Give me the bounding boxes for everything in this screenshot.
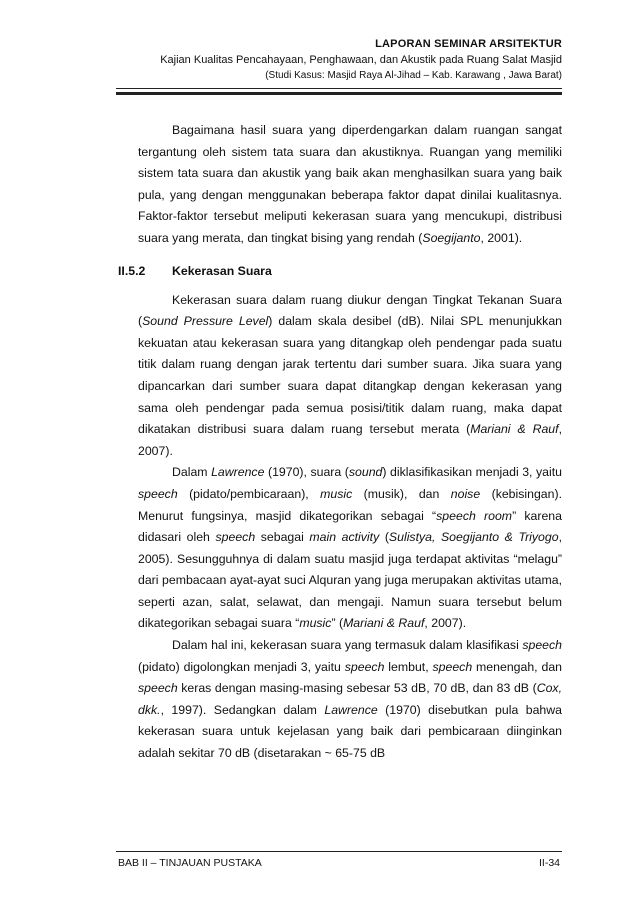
text-run: , 1997). Sedangkan dalam	[160, 702, 325, 717]
citation-author: Sulistya, Soegijanto & Triyogo	[388, 530, 559, 545]
text-run: menengah, dan	[472, 659, 562, 674]
text-run: lembut,	[384, 659, 433, 674]
citation-author: Lawrence	[324, 702, 378, 717]
text-run: Kekerasan suara dalam ruang diukur dengan Tingkat Tekanan Suara (	[138, 292, 562, 329]
citation-author: Lawrence	[211, 465, 265, 480]
text-run: (	[379, 530, 389, 545]
header-rule-thin	[116, 88, 562, 89]
italic-term: music	[320, 486, 353, 501]
text-run: , 2007).	[138, 422, 562, 458]
text-run: (kebisingan). Menurut fungsinya, masjid dikategorikan sebagai “	[138, 486, 562, 523]
text-run: (1970) disebutkan pula bahwa kekerasan suara untuk kejelasan yang baik dari pembicaraan diinginkan adalah sekitar 70 dB (disetarakan ~ 65-75 dB	[138, 702, 562, 761]
paragraph-3	[138, 462, 562, 635]
citation-author: Mariani & Rauf	[470, 422, 559, 437]
text-run: Dalam	[172, 465, 212, 480]
italic-term: speech	[138, 486, 178, 501]
page-header	[110, 36, 562, 83]
page-number: II-34	[538, 857, 560, 869]
italic-term: speech	[432, 659, 473, 674]
paragraph-2	[138, 290, 562, 463]
citation-author: Cox, dkk.	[138, 681, 562, 717]
italic-term: music	[299, 616, 332, 631]
italic-term: speech	[522, 638, 562, 653]
footer-rule	[116, 851, 562, 852]
text-run: Dalam hal ini, kekerasan suara yang termasuk dalam klasifikasi	[172, 638, 523, 653]
footer-chapter: BAB II – TINJAUAN PUSTAKA	[118, 857, 262, 869]
text-run: Bagaimana hasil suara yang diperdengarkan dalam ruangan sangat tergantung oleh sistem tata suara dan akustiknya. Ruangan yang memiliki sistem tata suara dan akustik yang baik akan menghasilkan suara yang baik pula, yang dengan menggunakan beberapa faktor dapat dinilai kualitasnya. Faktor-faktor tersebut meliputi kekerasan suara yang mencukupi, distribusi suara yang merata, dan tingkat bising yang rendah (	[138, 123, 562, 245]
text-run: keras dengan masing-masing sebesar 53 dB, 70 dB, dan 83 dB (	[177, 681, 537, 696]
italic-term: sound	[348, 465, 383, 480]
text-run: ) diklasifikasikan menjadi 3, yaitu	[382, 465, 562, 480]
italic-term: noise	[450, 486, 481, 501]
italic-term: speech	[344, 659, 385, 674]
page-body	[118, 120, 562, 765]
text-run: (musik), dan	[352, 486, 451, 501]
text-run: , 2007).	[424, 616, 467, 631]
header-title: LAPORAN SEMINAR ARSITEKTUR	[375, 38, 562, 50]
paragraph-4	[138, 635, 562, 765]
text-run: ” (	[331, 616, 344, 631]
text-run: (pidato) digolongkan menjadi 3, yaitu	[138, 659, 345, 674]
text-run: (pidato/pembicaraan),	[177, 486, 321, 501]
section-number: II.5.2	[118, 263, 146, 278]
text-run: sebagai	[255, 530, 310, 545]
header-rule-thick	[116, 92, 562, 95]
citation-author: Soegijanto	[422, 230, 481, 245]
italic-term: main activity	[309, 530, 380, 545]
paragraph-1	[138, 120, 562, 250]
text-run: ) dalam skala desibel (dB). Nilai SPL menunjukkan kekuatan atau kekerasan suara yang ditangkap oleh pendengar pada suatu titik dalam ruang dengan jarak tertentu dari sumber suara. Jika suara yang dipancarkan dari sumber suara dapat ditangkap dengan kekerasan yang sama oleh pendengar pada semua posisi/titik dalam ruang, maka dapat dikatakan distribusi suara dalam ruang tersebut merata (	[138, 314, 562, 437]
text-run: , 2001).	[480, 230, 523, 245]
section-title: Kekerasan Suara	[172, 263, 272, 278]
italic-term: Sound Pressure Level	[142, 314, 269, 329]
text-run: , 2005). Sesungguhnya di dalam suatu masjid juga terdapat aktivitas “melagu” dari pembacaan ayat-ayat suci Alquran yang juga merupakan aktivitas utama, seperti azan, salat, selawat, dan mengaji. Namun suara tersebut belum dikategorikan sebagai suara “	[138, 530, 562, 631]
citation-author: Mariani & Rauf	[343, 616, 425, 631]
italic-term: speech room	[436, 508, 513, 523]
header-study-case: (Studi Kasus: Masjid Raya Al-Jihad – Kab. Karawang , Jawa Barat)	[265, 70, 562, 81]
page-footer	[118, 856, 560, 870]
section-heading	[118, 261, 562, 281]
text-run: (1970), suara (	[264, 465, 349, 480]
italic-term: speech	[215, 530, 256, 545]
header-subtitle: Kajian Kualitas Pencahayaan, Penghawaan, dan Akustik pada Ruang Salat Masjid	[160, 54, 562, 66]
text-run: ” karena didasari oleh	[138, 508, 562, 545]
italic-term: speech	[138, 681, 178, 696]
